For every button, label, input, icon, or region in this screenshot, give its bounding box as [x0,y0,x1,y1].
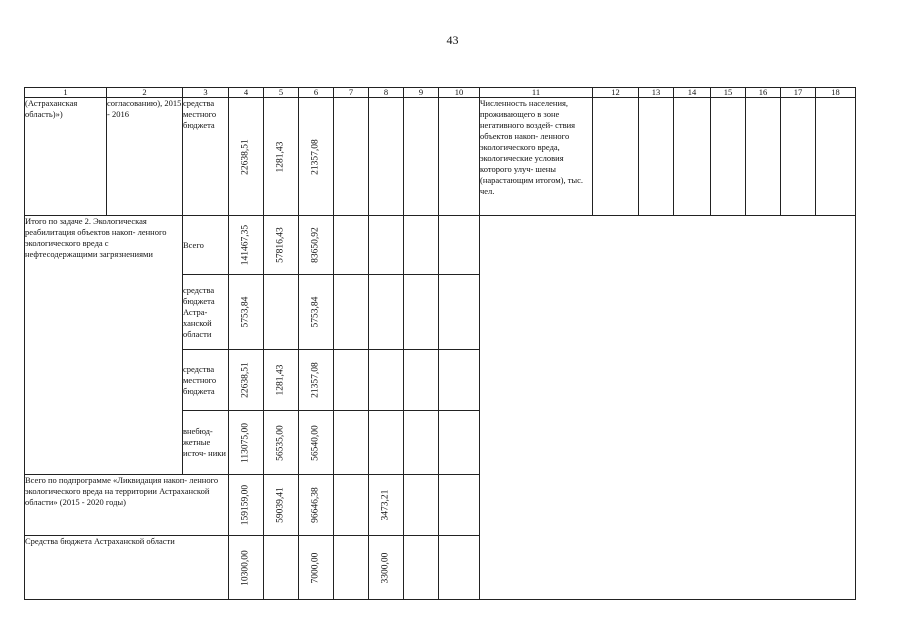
table-row [25,98,856,216]
col-header: 9 [404,88,439,98]
col-header: 4 [229,88,264,98]
col-header: 13 [639,88,674,98]
cell-source: внебюд- жетные источ- ники [183,411,229,475]
cell-value: 7000,00 [310,552,321,583]
cell-value: 59039,41 [275,487,286,523]
col-header: 7 [334,88,369,98]
col-header: 12 [593,88,639,98]
cell-value: 22638,51 [240,362,251,398]
col-header: 16 [746,88,781,98]
table-row [25,216,856,275]
cell-value: 83650,92 [310,227,321,263]
cell-value: 96646,38 [310,487,321,523]
cell-value: 22638,51 [240,138,251,175]
cell-value: 3300,00 [380,552,391,583]
col-header: 15 [711,88,746,98]
cell-value: 1281,43 [275,364,286,396]
col-header: 1 [25,88,107,98]
cell-value: 56540,00 [310,424,321,461]
col-header: 2 [107,88,183,98]
cell-value: 3473,21 [380,489,391,521]
col-header: 10 [439,88,480,98]
regional-budget-label: Средства бюджета Астраханской области [25,536,229,600]
col-header: 18 [816,88,856,98]
budget-table [24,87,856,600]
cell-value: 5753,84 [310,296,321,328]
col-header: 3 [183,88,229,98]
cell-value: 10300,00 [240,549,251,586]
cell-indicator: Численность населения, проживающего в зоне негативного воздей- ствия объектов накоп- ленного экологического вреда, экологические условия которого улуч- шены (нарастающим итогом), тыс. чел. [480,98,593,216]
col-header: 8 [369,88,404,98]
cell-value: 57816,43 [275,227,286,263]
cell-value: 113075,00 [240,422,251,463]
cell-recipient: (Астраханская область)») [25,98,107,216]
cell-source: средства местного бюджета [183,350,229,411]
column-number-row [25,88,856,98]
cell-value: 1281,43 [275,141,286,172]
cell-source: средства бюджета Астра- ханской области [183,275,229,350]
cell-source: средства местного бюджета [183,98,229,216]
cell-source: Всего [183,216,229,275]
col-header: 5 [264,88,299,98]
col-header: 6 [299,88,334,98]
cell-value: 5753,84 [240,296,251,328]
cell-value: 141467,35 [240,224,251,266]
task-total-label: Итого по задаче 2. Экологическая реабилитация объектов накоп- ленного экологического вреда с нефтесодержащими загрязнениями [25,216,183,475]
cell-value: 21357,08 [310,362,321,398]
col-header: 11 [480,88,593,98]
cell-value: 21357,08 [310,138,321,175]
cell-value: 159159,00 [240,484,251,526]
page-number: 43 [446,33,459,47]
program-total-label: Всего по подпрограмме «Ликвидация накоп- ленного экологического вреда на территории Астраханской области» (2015 - 2020 годы) [25,475,229,536]
cell-value: 56535,00 [275,424,286,461]
col-header: 17 [781,88,816,98]
col-header: 14 [674,88,711,98]
cell-period: согласованию), 2015 - 2016 [107,98,183,216]
